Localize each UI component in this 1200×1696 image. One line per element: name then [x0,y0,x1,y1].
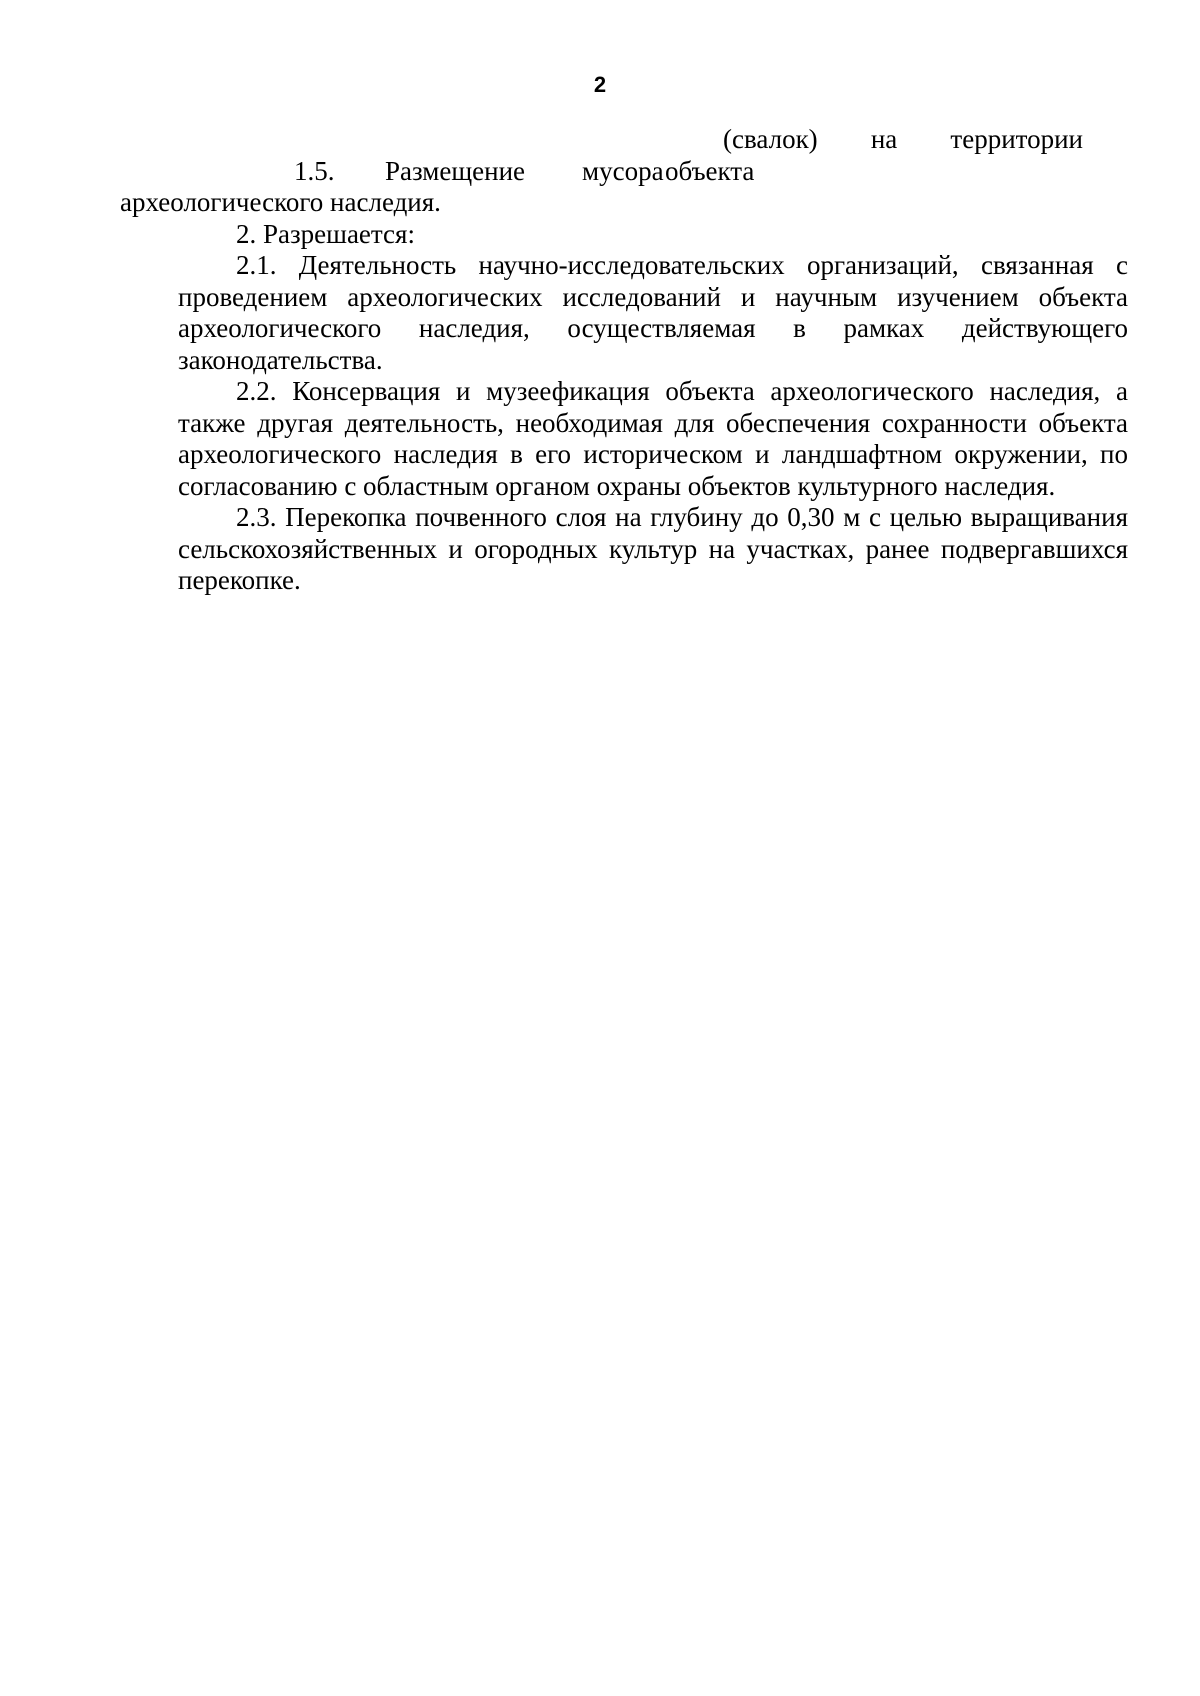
page-number: 2 [593,72,607,97]
paragraph-2-1: 2.1. Деятельность научно-исследовательских организаций, связанная с проведением археологических исследований и научным изучением объекта археологического наследия, осуществляемая в рамках действующего законодательства. [178,250,1128,375]
paragraph-2: 2. Разрешается: [236,218,415,249]
paragraph-1-5-word1: Размещение [385,155,526,186]
paragraph-1-5-number: 1.5. [294,155,335,186]
paragraph-1-5-line2: археологического наследия. [120,187,441,217]
paragraph-2-3: 2.3. Перекопка почвенного слоя на глубину до 0,30 м с целью выращивания сельскохозяйственных и огородных культур на участках, ранее подвергавшихся перекопке. [178,502,1128,595]
paragraph-2-2: 2.2. Консервация и музеефикация объекта археологического наследия, а также другая деятельность, необходимая для обеспечения сохранности объекта археологического наследия в его историческом и ландшафтном окружении, по согласованию с областным органом охраны объектов культурного наследия. [178,376,1128,501]
paragraph-1-5 [120,124,1128,219]
document-body [120,124,1128,597]
paragraph-1-5-rest: (свалок) на территории объекта [665,124,1083,186]
paragraph-1-5-word2: мусора [582,155,664,186]
